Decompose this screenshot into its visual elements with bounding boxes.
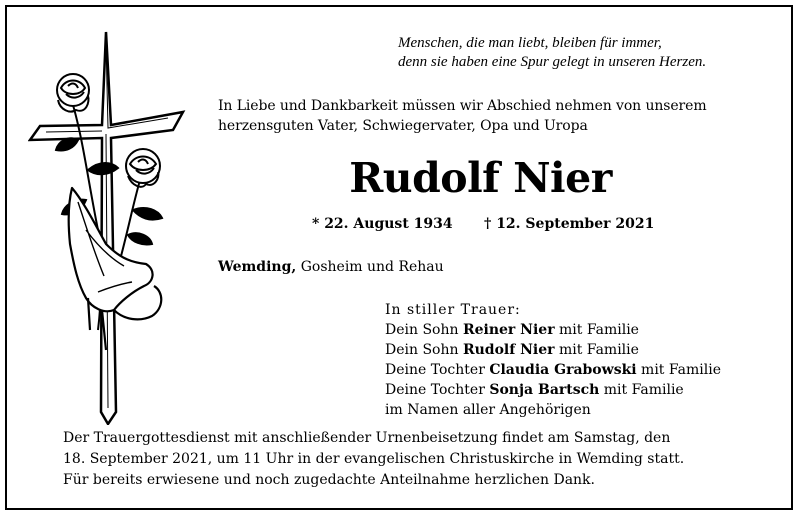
thanks-note: Für bereits erwiesene und noch zugedachte Anteilnahme herzlichen Dank. (63, 472, 595, 488)
mourner-suffix: mit Familie (599, 382, 684, 398)
intro-text (218, 96, 707, 136)
mourner-entry (385, 360, 721, 380)
mourner-relation: Dein Sohn (385, 342, 463, 358)
intro-line: In Liebe und Dankbarkeit müssen wir Abschied nehmen von unserem (218, 98, 707, 114)
cross-icon (30, 32, 183, 424)
intro-line: herzensguten Vater, Schwiegervater, Opa und Uropa (218, 118, 588, 134)
mourner-name: Sonja Bartsch (489, 382, 600, 398)
birth-date: * 22. August 1934 (312, 216, 453, 232)
death-date: † 12. September 2021 (484, 216, 655, 232)
mourner-name: Claudia Grabowski (489, 362, 637, 378)
mourner-entry (385, 380, 721, 400)
mourners-heading: In stiller Trauer: (385, 302, 521, 318)
mourner-relation: Deine Tochter (385, 382, 490, 398)
mourner-suffix: mit Familie (554, 322, 639, 338)
mourner-name: Reiner Nier (462, 322, 555, 338)
location-line (218, 259, 444, 275)
mourner-relation: Dein Sohn (385, 322, 463, 338)
service-line: Der Trauergottesdienst mit anschließender Urnenbeisetzung findet am Samstag, den (63, 430, 671, 446)
mourner-suffix: mit Familie (636, 362, 721, 378)
mourner-name: Rudolf Nier (462, 342, 555, 358)
deceased-name: Rudolf Nier (349, 154, 612, 202)
service-line: 18. September 2021, um 11 Uhr in der evangelischen Christuskirche in Wemding statt. (63, 451, 685, 467)
memorial-motto (398, 34, 706, 72)
rose-icon (57, 74, 89, 112)
rose-icon (126, 149, 160, 187)
mourner-relation: Deine Tochter (385, 362, 490, 378)
mourners-closing: im Namen aller Angehörigen (385, 402, 591, 418)
motto-line: denn sie haben eine Spur gelegt in unseren Herzen. (398, 54, 707, 70)
mourner-entry (385, 340, 721, 360)
mourner-entry (385, 320, 721, 340)
location-town: Wemding, (218, 259, 297, 275)
location-others: Gosheim und Rehau (296, 259, 444, 275)
funeral-service-info (63, 428, 684, 470)
cross-with-roses-illustration (28, 30, 193, 425)
mourner-suffix: mit Familie (554, 342, 639, 358)
mourners-list (385, 300, 721, 420)
motto-line: Menschen, die man liebt, bleiben für immer, (398, 35, 662, 51)
